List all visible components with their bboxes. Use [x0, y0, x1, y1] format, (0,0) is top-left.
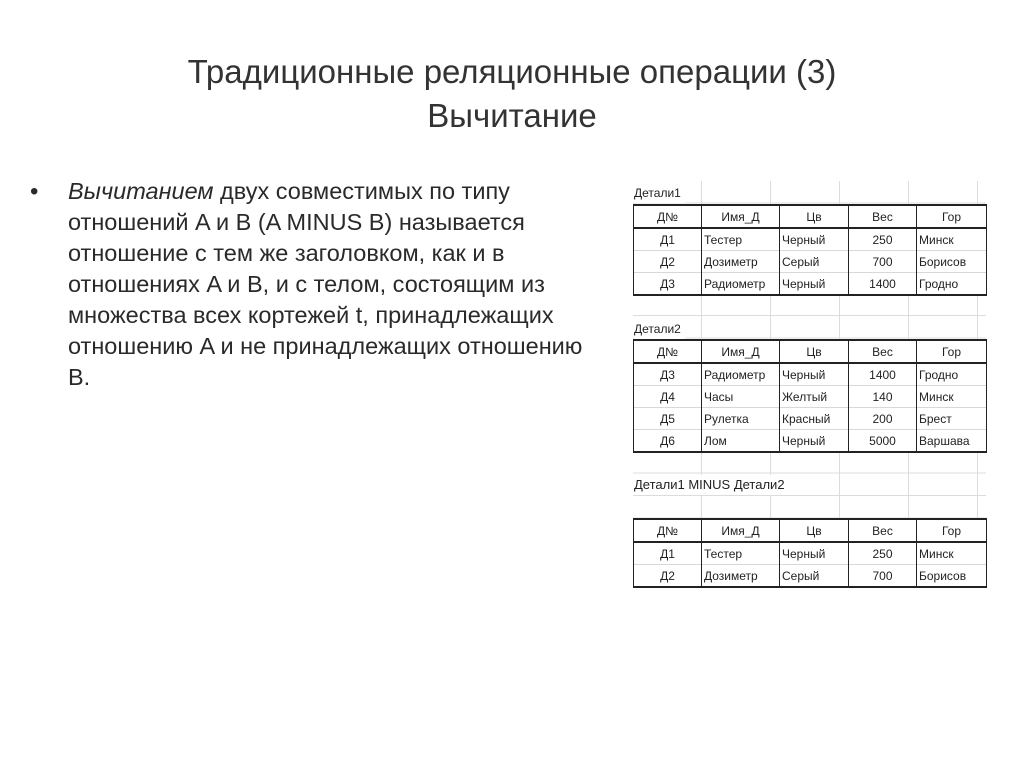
table-cell: Красный [780, 408, 849, 430]
header-cell: Вес [849, 205, 917, 228]
table-row [634, 273, 987, 296]
table-cell: Д6 [634, 430, 702, 453]
slide-title-line-1: Традиционные реляционные операции (3) [187, 53, 837, 90]
table-cell: Дозиметр [702, 565, 780, 588]
table-cell: Серый [780, 565, 849, 588]
table-row [634, 565, 987, 588]
table-cell: Минск [917, 542, 987, 565]
table-details2 [633, 339, 987, 453]
table-minus-result [633, 518, 987, 588]
header-cell: Д№ [634, 519, 702, 542]
table-cell: 700 [849, 251, 917, 273]
table-row [634, 430, 987, 453]
table-cell: Рулетка [702, 408, 780, 430]
table-cell: Д2 [634, 565, 702, 588]
table-cell: Лом [702, 430, 780, 453]
table-header-row [634, 340, 987, 363]
table-cell: Тестер [702, 228, 780, 251]
header-cell: Д№ [634, 205, 702, 228]
table-cell: Д2 [634, 251, 702, 273]
slide-title-line-2: Вычитание [427, 97, 597, 134]
header-cell: Имя_Д [702, 205, 780, 228]
table-cell: Желтый [780, 386, 849, 408]
table-row [634, 386, 987, 408]
table-cell: Д1 [634, 228, 702, 251]
table-cell: 250 [849, 542, 917, 565]
table-header-row [634, 205, 987, 228]
table-row [634, 363, 987, 386]
table-row [634, 542, 987, 565]
spreadsheet [633, 181, 986, 585]
table-cell: Брест [917, 408, 987, 430]
bullet-text [68, 176, 590, 393]
table-cell: Д1 [634, 542, 702, 565]
header-cell: Имя_Д [702, 519, 780, 542]
table-cell: 5000 [849, 430, 917, 453]
header-cell: Вес [849, 340, 917, 363]
table-cell: Черный [780, 363, 849, 386]
header-cell: Имя_Д [702, 340, 780, 363]
table-cell: Д3 [634, 363, 702, 386]
header-cell: Цв [780, 205, 849, 228]
table-cell: Радиометр [702, 363, 780, 386]
table-row [634, 228, 987, 251]
header-cell: Д№ [634, 340, 702, 363]
bullet-point [30, 176, 590, 393]
table-cell: Борисов [917, 565, 987, 588]
table-label-minus-result: Детали1 MINUS Детали2 [634, 475, 789, 495]
table-cell: Радиометр [702, 273, 780, 296]
table-cell: 200 [849, 408, 917, 430]
table-cell: Варшава [917, 430, 987, 453]
table-cell: 140 [849, 386, 917, 408]
header-cell: Гор [917, 205, 987, 228]
table-cell: Минск [917, 228, 987, 251]
table-cell: Серый [780, 251, 849, 273]
table-cell: Часы [702, 386, 780, 408]
table-row [634, 251, 987, 273]
table-cell: Д4 [634, 386, 702, 408]
table-row [634, 408, 987, 430]
header-cell: Цв [780, 340, 849, 363]
table-cell: Борисов [917, 251, 987, 273]
header-cell: Цв [780, 519, 849, 542]
table-cell: Тестер [702, 542, 780, 565]
table-label-details2: Детали2 [634, 319, 685, 339]
table-cell: Минск [917, 386, 987, 408]
header-cell: Гор [917, 340, 987, 363]
table-cell: Черный [780, 273, 849, 296]
table-cell: Черный [780, 542, 849, 565]
table-cell: 250 [849, 228, 917, 251]
bullet-definition: двух совместимых по типу отношений A и B (A MINUS B) называется отношение с тем же заголовком, как и в отношениях A и B, и с телом, состоящим из множества всех кортежей t, принадлежащих отношению A и не принадлежащих отношению B. [68, 178, 583, 390]
header-cell: Вес [849, 519, 917, 542]
table-cell: 700 [849, 565, 917, 588]
table-header-row [634, 519, 987, 542]
table-cell: Д3 [634, 273, 702, 296]
table-cell: Д5 [634, 408, 702, 430]
table-cell: Гродно [917, 273, 987, 296]
table-cell: Дозиметр [702, 251, 780, 273]
bullet-marker: • [30, 178, 39, 205]
table-details1 [633, 204, 987, 296]
table-cell: Черный [780, 430, 849, 453]
header-cell: Гор [917, 519, 987, 542]
slide-title [0, 50, 1024, 138]
table-label-details1: Детали1 [634, 183, 685, 203]
table-cell: Гродно [917, 363, 987, 386]
bullet-term: Вычитанием [68, 178, 214, 204]
table-cell: 1400 [849, 363, 917, 386]
table-cell: 1400 [849, 273, 917, 296]
table-cell: Черный [780, 228, 849, 251]
